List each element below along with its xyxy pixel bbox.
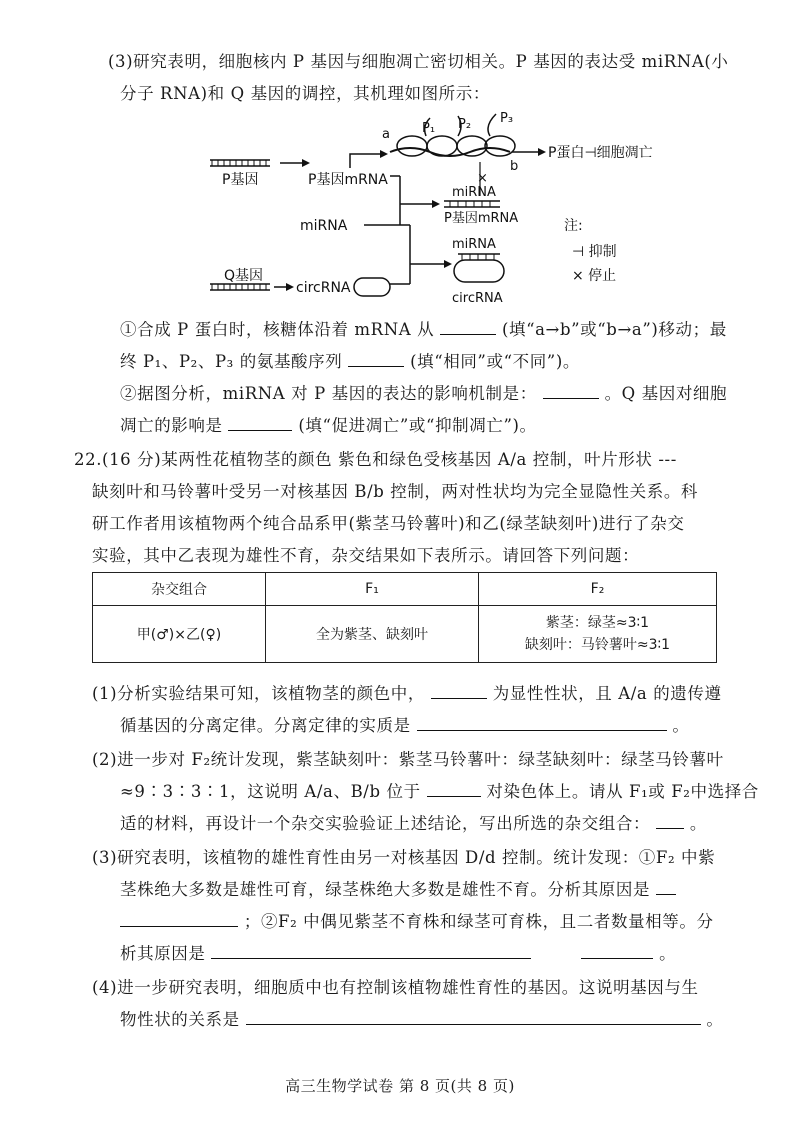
sub4-line2 xyxy=(120,1006,724,1030)
q2-blank-effect[interactable] xyxy=(228,414,292,431)
q2-text-b1: 凋亡的影响是 xyxy=(120,416,223,435)
mirna-pmrna-complex xyxy=(444,185,518,226)
sub2-text-c1: 适的材料，再设计一个杂交实验验证上述结论，写出所选的杂交组合： xyxy=(120,814,651,833)
q2-line2 xyxy=(120,412,537,436)
cell-f2 xyxy=(479,606,717,663)
q22-line3: 研工作者用该植物两个纯合品系甲(紫茎马铃薯叶)和乙(绿茎缺刻叶)进行了杂交 xyxy=(92,514,685,533)
q2-text-a1: ②据图分析，miRNA 对 P 基因的表达的影响机制是： xyxy=(120,384,537,403)
q1-text-b1: 终 P₁、P₂、P₃ 的氨基酸序列 xyxy=(120,352,343,371)
cell-f1: 全为紫茎、缺刻叶 xyxy=(266,606,479,663)
label-circrna: circRNA xyxy=(296,280,351,296)
label-p-mrna: P基因mRNA xyxy=(308,172,388,188)
q2-line1 xyxy=(120,380,727,404)
q1-blank-sequence[interactable] xyxy=(348,350,404,367)
ribosome-translation-group xyxy=(382,111,653,174)
sub2-line1: (2)进一步对 F₂统计发现，紫茎缺刻叶：紫茎马铃薯叶：绿茎缺刻叶：绿茎马铃薯叶 xyxy=(92,750,724,769)
part3-intro-line2: 分子 RNA)和 Q 基因的调控，其机理如图所示： xyxy=(120,84,490,103)
cross-result-table xyxy=(92,572,717,663)
label-a: a xyxy=(382,127,390,142)
label-p3: P₃ xyxy=(500,111,514,126)
part3-intro-line1: (3)研究表明，细胞核内 P 基因与细胞凋亡密切相关。P 基因的表达受 miRNA(小 xyxy=(108,52,729,71)
label-complex2-circrna: circRNA xyxy=(452,291,503,306)
cell-f2-line1: 紫茎：绿茎≈3∶1 xyxy=(545,615,650,631)
sub4-text-b2: 。 xyxy=(706,1010,724,1029)
label-b: b xyxy=(510,159,519,174)
q22-line4: 实验，其中乙表现为雄性不育，杂交结果如下表所示。请回答下列问题： xyxy=(92,546,640,565)
legend-title: 注: xyxy=(564,218,583,234)
sub1-text-b1: 循基因的分离定律。分离定律的实质是 xyxy=(120,716,411,735)
cell-f2-line2: 缺刻叶：马铃薯叶≈3∶1 xyxy=(524,637,671,653)
label-p1: P₁ xyxy=(422,121,436,136)
label-p-protein-apoptosis: P蛋白⊣细胞凋亡 xyxy=(548,145,653,161)
sub2-line3 xyxy=(120,810,707,834)
peptide-chain-3 xyxy=(488,114,496,136)
ribosome-3 xyxy=(457,136,487,156)
ribosome-1 xyxy=(397,136,427,156)
label-p2: P₂ xyxy=(458,117,472,132)
q1-blank-direction[interactable] xyxy=(440,318,496,335)
label-q-gene: Q基因 xyxy=(224,268,264,284)
sub1-line1 xyxy=(92,680,722,704)
arrow-mrna-to-ribosome xyxy=(350,154,382,168)
sub3-blank-reason1[interactable] xyxy=(120,910,238,927)
q1-text-b2: (填“相同”或“不同”)。 xyxy=(410,352,580,371)
q1-text-a1: ①合成 P 蛋白时，核糖体沿着 mRNA 从 xyxy=(120,320,435,339)
circrna-loop xyxy=(454,260,504,282)
sub3-text-d1: 析其原因是 xyxy=(120,944,206,963)
sub1-text-b2: 。 xyxy=(672,716,690,735)
sub3-line3 xyxy=(120,908,714,932)
sub2-blank-cross[interactable] xyxy=(656,812,684,829)
q2-blank-mechanism[interactable] xyxy=(543,382,599,399)
label-complex-mirna: miRNA xyxy=(452,185,496,200)
sub3-blank-reason1-start[interactable] xyxy=(656,878,676,895)
table-row xyxy=(93,606,717,663)
mechanism-diagram xyxy=(190,100,670,315)
q1-line2 xyxy=(120,348,580,372)
sub3-text-d2: 。 xyxy=(659,944,677,963)
q1-line1 xyxy=(120,316,727,340)
sub3-blank-reason2-end[interactable] xyxy=(581,942,653,959)
legend-inhibit: ⊣ 抑制 xyxy=(572,244,617,260)
sub3-line1: (3)研究表明，该植物的雄性育性由另一对核基因 D/d 控制。统计发现：①F₂ 中紫 xyxy=(92,848,716,867)
q-gene-group xyxy=(210,267,390,296)
sub1-text-a1: (1)分析实验结果可知，该植物茎的颜色中， xyxy=(92,684,425,703)
sub4-blank-relation[interactable] xyxy=(246,1008,701,1025)
header-f1: F₁ xyxy=(266,573,479,606)
sub2-blank-pairs[interactable] xyxy=(427,780,481,797)
stop-mark: × xyxy=(477,171,488,186)
header-f2: F₂ xyxy=(479,573,717,606)
q22-line2: 缺刻叶和马铃薯叶受另一对核基因 B/b 控制，两对性状均为完全显隐性关系。科 xyxy=(92,482,699,501)
sub2-text-b1: ≈9∶3∶3∶1，这说明 A/a、B/b 位于 xyxy=(120,782,421,801)
mirna-circrna-complex xyxy=(452,237,504,306)
header-cross: 杂交组合 xyxy=(93,573,266,606)
sub1-line2 xyxy=(120,712,690,736)
legend xyxy=(564,218,617,284)
sub3-line4 xyxy=(120,940,676,964)
q22-line1: 22.(16 分)某两性花植物茎的颜色 紫色和绿色受核基因 A/a 控制，叶片形状 --- xyxy=(74,450,677,469)
q2-text-a2: 。Q 基因对细胞 xyxy=(604,384,728,403)
circrna-shape xyxy=(354,278,390,296)
ribosome-4 xyxy=(485,136,515,156)
sub4-text-b1: 物性状的关系是 xyxy=(120,1010,240,1029)
sub4-line1: (4)进一步研究表明，细胞质中也有控制该植物雄性育性的基因。这说明基因与生 xyxy=(92,978,699,997)
legend-stop: × 停止 xyxy=(572,268,617,284)
sub1-blank-essence[interactable] xyxy=(417,714,667,731)
page-footer: 高三生物学试卷 第 8 页(共 8 页) xyxy=(285,1077,515,1095)
sub2-text-b2: 对染色体上。请从 F₁或 F₂中选择合 xyxy=(486,782,759,801)
sub3-line2 xyxy=(120,876,676,900)
cell-cross: 甲(♂)×乙(♀) xyxy=(93,606,266,663)
sub3-text-c1: ；②F₂ 中偶见紫茎不育株和绿茎可育株，且二者数量相等。分 xyxy=(243,912,714,931)
sub2-line2 xyxy=(120,778,759,802)
sub2-text-c2: 。 xyxy=(689,814,707,833)
sub3-text-b: 茎株绝大多数是雄性可育，绿茎株绝大多数是雄性不育。分析其原因是 xyxy=(120,880,651,899)
label-complex2-mirna: miRNA xyxy=(452,237,496,252)
q2-text-b2: (填“促进凋亡”或“抑制凋亡”)。 xyxy=(298,416,537,435)
sub1-text-a2: 为显性性状，且 A/a 的遗传遵 xyxy=(492,684,722,703)
sub3-blank-reason2[interactable] xyxy=(211,942,531,959)
sub1-blank-dominant[interactable] xyxy=(431,682,487,699)
arrowhead-p-protein xyxy=(538,148,546,156)
mirna-branch xyxy=(300,176,452,284)
label-p-gene: P基因 xyxy=(222,172,259,188)
p-gene-group xyxy=(210,150,388,188)
q1-text-a2: (填“a→b”或“b→a”)移动；最 xyxy=(501,320,727,339)
ribosome-2 xyxy=(427,136,457,156)
table-header-row xyxy=(93,573,717,606)
label-complex-pmrna: P基因mRNA xyxy=(444,211,519,226)
label-mirna: miRNA xyxy=(300,218,348,234)
